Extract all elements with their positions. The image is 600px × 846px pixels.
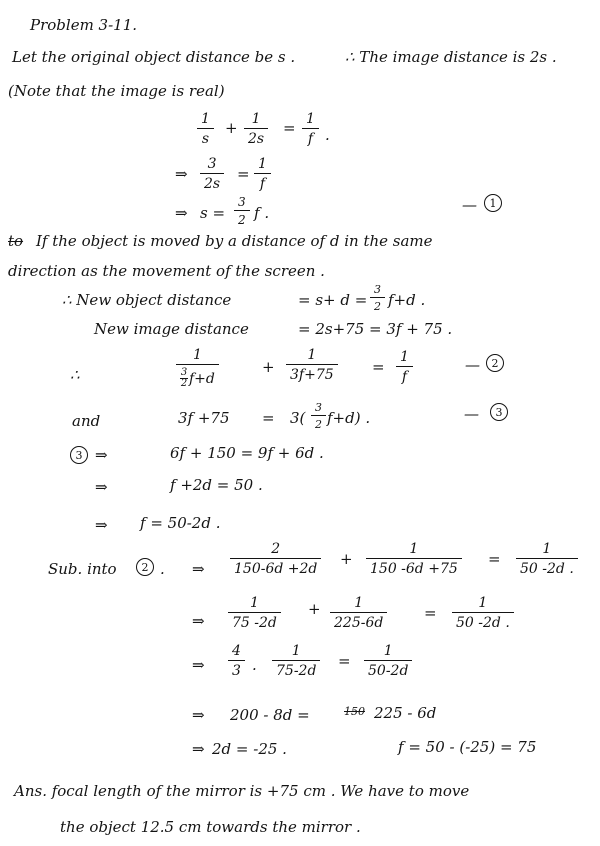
fraction-1-over-f: 1 f	[396, 350, 413, 384]
equals-sign: =	[372, 358, 385, 376]
fraction-1-over-50: 1 50-2d	[364, 644, 412, 678]
answer-line-2: the object 12.5 cm towards the mirror .	[60, 818, 361, 836]
fraction-3-over-2s: 3 2s	[200, 157, 224, 191]
implies-arrow: ⇒	[192, 612, 205, 630]
plus-sign: +	[340, 550, 353, 568]
new-image-distance-expr: = 2s+75 = 3f + 75 .	[298, 320, 453, 338]
fraction-3-over-2: 3 2	[234, 196, 250, 226]
implies-arrow: ⇒	[175, 204, 188, 222]
dot-multiply: .	[252, 656, 257, 674]
equation-tag-3: 3	[490, 403, 508, 421]
note-image-real: (Note that the image is real)	[8, 82, 225, 100]
eq5-lhs: 3f +75	[178, 409, 230, 427]
plus-sign: +	[308, 600, 321, 618]
fraction-4-over-3: 4 3	[228, 644, 245, 678]
eq6-expression: 6f + 150 = 9f + 6d .	[170, 444, 324, 462]
implies-arrow: ⇒	[95, 516, 108, 534]
eq13-result-d: 2d = -25 .	[212, 740, 287, 758]
equation-tag-2: 2	[486, 354, 504, 372]
fraction-1-over-75: 1 75-2d	[272, 644, 320, 678]
statement-object-moved: If the object is moved by a distance of d in the same	[36, 232, 433, 250]
plus-sign: +	[262, 358, 275, 376]
period: .	[160, 560, 165, 578]
reference-eq-3: 3	[70, 446, 88, 464]
therefore-sign: ∴	[70, 366, 80, 384]
problem-title: Problem 3-11.	[30, 16, 138, 34]
word-and: and	[72, 412, 101, 430]
eq8-expression: f = 50-2d .	[140, 514, 221, 532]
label-new-object-distance: ∴ New object distance	[62, 291, 232, 309]
struck-number: 150	[344, 705, 365, 718]
fraction-1-over-50: 1 50 -2d .	[452, 596, 514, 630]
fraction-1-over-225: 1 150 -6d +75	[366, 542, 462, 576]
eq12-rhs: 225 - 6d	[374, 704, 437, 722]
new-object-distance-value: f+d .	[388, 291, 426, 309]
equation-tag-dash: —	[462, 196, 477, 214]
implies-arrow: ⇒	[95, 446, 108, 464]
equals-sign: =	[338, 652, 351, 670]
new-object-distance-expr: = s+ d =	[298, 291, 368, 309]
fraction-1-over-f: 1 f	[254, 157, 271, 191]
fraction-1-over-50: 1 50 -2d .	[516, 542, 578, 576]
implies-arrow: ⇒	[95, 478, 108, 496]
implies-arrow: ⇒	[175, 165, 188, 183]
fraction-2-over-150: 2 150-6d +2d	[230, 542, 321, 576]
eq13-result-f: f = 50 - (-25) = 75	[398, 738, 537, 756]
fraction-1-over-225: 1 225-6d	[330, 596, 387, 630]
implies-arrow: ⇒	[192, 560, 205, 578]
statement-direction: direction as the movement of the screen .	[8, 262, 325, 280]
label-new-image-distance: New image distance	[94, 320, 249, 338]
s-equals: s =	[200, 204, 226, 222]
fraction-1-over-f: 1 f	[302, 112, 319, 146]
equals-sign: =	[262, 409, 275, 427]
eq5-rhs-close: f+d) .	[327, 409, 371, 427]
answer-line-1: Ans. focal length of the mirror is +75 cm . We have to move	[14, 782, 470, 800]
statement-image-distance: ∴ The image distance is 2s .	[345, 48, 557, 66]
implies-arrow: ⇒	[192, 740, 205, 758]
plus-sign: +	[225, 119, 238, 137]
fraction-3-over-2: 3 2	[370, 284, 385, 312]
reference-eq-2: 2	[136, 558, 154, 576]
f-period: f .	[254, 204, 270, 222]
fraction-1-over-s: 1 s	[197, 112, 214, 146]
equation-tag-dash: —	[464, 405, 479, 423]
eq7-expression: f +2d = 50 .	[170, 476, 263, 494]
eq12-lhs: 200 - 8d =	[230, 706, 310, 724]
fraction-1-over-2s: 1 2s	[244, 112, 268, 146]
equation-tag-dash: —	[465, 356, 480, 374]
equation-tag-1: 1	[484, 194, 502, 212]
implies-arrow: ⇒	[192, 706, 205, 724]
fraction-1-over-new-object: 1 3 2 f+d	[176, 348, 219, 389]
equals-sign: =	[283, 119, 296, 137]
statement-object-distance: Let the original object distance be s .	[12, 48, 296, 66]
equals-sign: =	[488, 550, 501, 568]
sub-into-label: Sub. into	[48, 560, 117, 578]
eq5-rhs-open: 3(	[290, 409, 306, 427]
implies-arrow: ⇒	[192, 656, 205, 674]
period: .	[325, 126, 330, 144]
fraction-1-over-new-image: 1 3f+75	[286, 348, 338, 382]
equals-sign: =	[237, 165, 250, 183]
equals-sign: =	[424, 604, 437, 622]
fraction-1-over-75: 1 75 -2d	[228, 596, 281, 630]
fraction-3-over-2: 3 2	[311, 402, 326, 430]
struck-word: to	[8, 232, 24, 250]
